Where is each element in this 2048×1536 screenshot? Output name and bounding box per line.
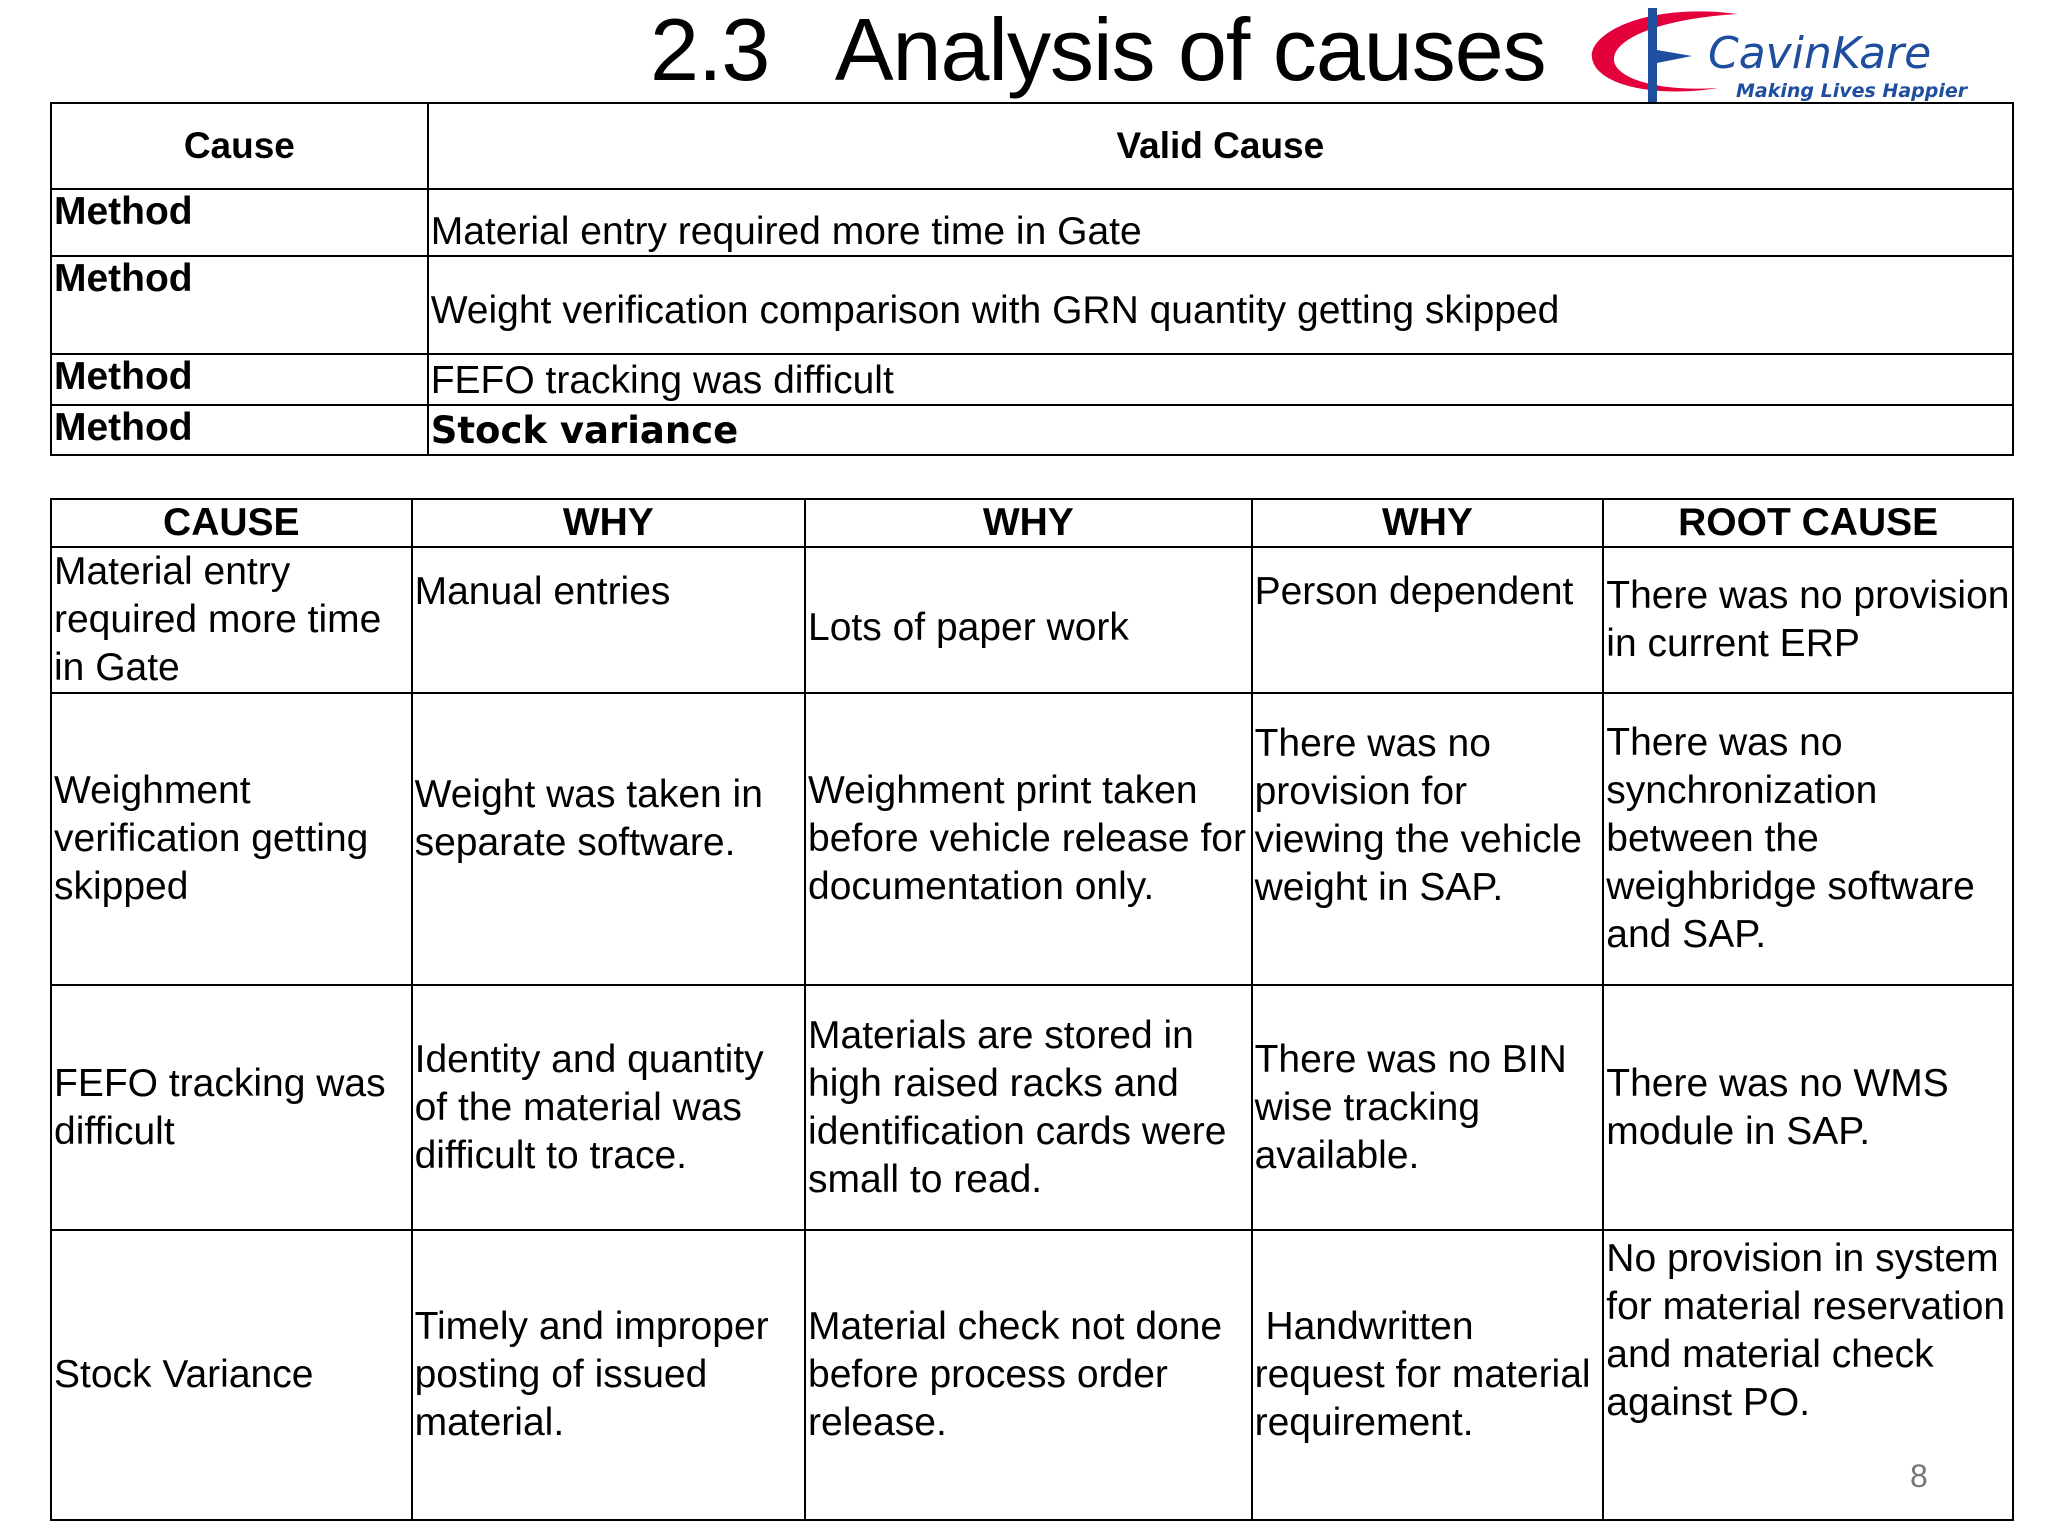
header-why-1: WHY	[412, 499, 805, 547]
table-row	[51, 693, 2013, 985]
why-cell: Lots of paper work	[805, 547, 1252, 693]
table-row	[51, 354, 2013, 405]
valid-cause-cell: Stock variance	[428, 405, 2013, 455]
why-cell: Timely and improper posting of issued material.	[412, 1230, 805, 1520]
table-header-row	[51, 103, 2013, 189]
cause-cell: Method	[51, 256, 428, 354]
why-cell: Materials are stored in high raised racks and identification cards were small to read.	[805, 985, 1252, 1230]
why-cell: Person dependent	[1252, 547, 1604, 693]
table-row	[51, 547, 2013, 693]
cause-cell: Method	[51, 354, 428, 405]
table-row	[51, 189, 2013, 256]
cavinkare-logo	[1588, 8, 2040, 104]
why-cell: Manual entries	[412, 547, 805, 693]
header-why-3: WHY	[1252, 499, 1604, 547]
table-row	[51, 1230, 2013, 1520]
slide-title	[650, 2, 1580, 98]
table-row	[51, 405, 2013, 455]
table-row	[51, 256, 2013, 354]
title-text: Analysis of causes	[834, 0, 1546, 99]
header-cause: CAUSE	[51, 499, 412, 547]
header-cause: Cause	[51, 103, 428, 189]
why-cell: Handwritten request for material requirement.	[1252, 1230, 1604, 1520]
why-cell: There was no provision for viewing the vehicle weight in SAP.	[1252, 693, 1604, 985]
cause-cell: Weighment verification getting skipped	[51, 693, 412, 985]
cause-cell: Material entry required more time in Gate	[51, 547, 412, 693]
root-cause-cell: There was no WMS module in SAP.	[1603, 985, 2013, 1230]
cause-cell: Method	[51, 405, 428, 455]
header-why-2: WHY	[805, 499, 1252, 547]
cause-cell: Method	[51, 189, 428, 256]
why-cell: Weight was taken in separate software.	[412, 693, 805, 985]
valid-cause-cell: Weight verification comparison with GRN quantity getting skipped	[428, 256, 2013, 354]
why-cell: Material check not done before process order release.	[805, 1230, 1252, 1520]
title-number: 2.3	[650, 0, 770, 99]
page-number: 8	[1910, 1458, 1928, 1494]
table-header-row	[51, 499, 2013, 547]
why-analysis-table	[50, 498, 2014, 1521]
why-cell: Identity and quantity of the material was difficult to trace.	[412, 985, 805, 1230]
cause-cell: Stock Variance	[51, 1230, 412, 1520]
table-row	[51, 985, 2013, 1230]
logo-tagline: Making Lives Happier	[1736, 80, 1968, 102]
root-cause-cell: There was no provision in current ERP	[1603, 547, 2013, 693]
header-root-cause: ROOT CAUSE	[1603, 499, 2013, 547]
why-cell: Weighment print taken before vehicle release for documentation only.	[805, 693, 1252, 985]
header-valid-cause: Valid Cause	[428, 103, 2013, 189]
why-cell: There was no BIN wise tracking available.	[1252, 985, 1604, 1230]
valid-cause-cell: Material entry required more time in Gate	[428, 189, 2013, 256]
valid-cause-table	[50, 102, 2014, 456]
logo-brand: CavinKare	[1708, 28, 1932, 79]
cause-cell: FEFO tracking was difficult	[51, 985, 412, 1230]
root-cause-cell: No provision in system for material reservation and material check against PO.	[1603, 1230, 2013, 1520]
root-cause-cell: There was no synchronization between the weighbridge software and SAP.	[1603, 693, 2013, 985]
logo-arrow-icon	[1657, 50, 1692, 63]
logo-bar-icon	[1648, 8, 1657, 104]
valid-cause-cell: FEFO tracking was difficult	[428, 354, 2013, 405]
